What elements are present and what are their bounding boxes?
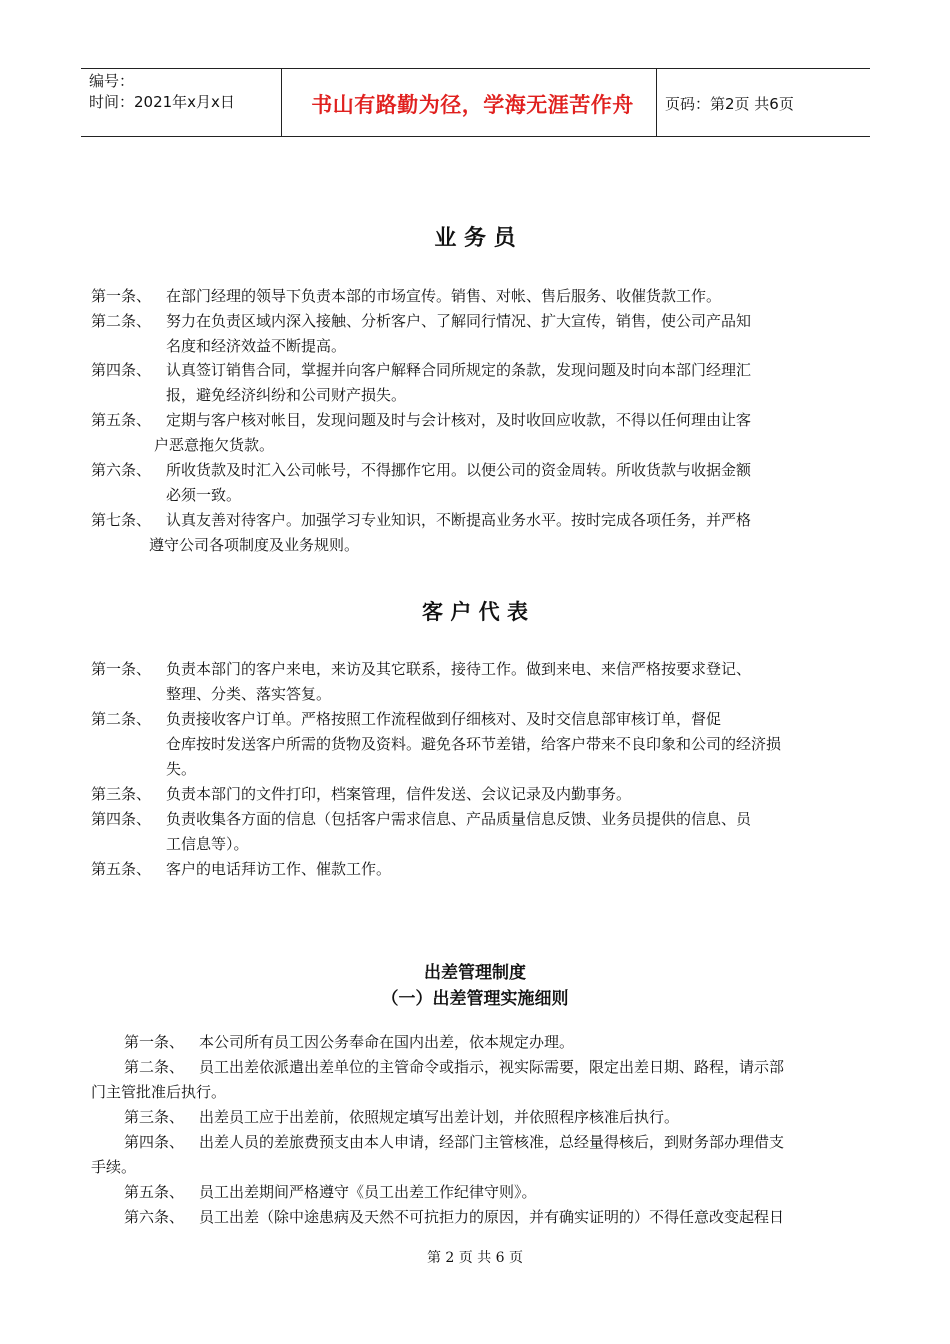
- article-continuation: 整理、分类、落实答复。: [166, 685, 332, 703]
- time-label: 时间：2021年x月x日: [89, 93, 235, 111]
- article: [91, 309, 831, 359]
- article-text: 客户的电话拜访工作、催款工作。: [166, 860, 392, 878]
- section-subtitle-travel-rules: （一）出差管理实施细则: [381, 989, 569, 1009]
- article-label: 第五条、: [124, 1183, 185, 1201]
- article-text: 员工出差（除中途患病及天然不可抗拒力的原因，并有确实证明的）不得任意改变起程日: [199, 1208, 785, 1226]
- article: [91, 707, 831, 782]
- number-label: 编号：: [89, 72, 135, 90]
- article-label: 第一条、: [91, 287, 152, 305]
- article-label: 第二条、: [91, 710, 152, 728]
- article-label: 第五条、: [91, 860, 152, 878]
- article-label: 第三条、: [124, 1108, 185, 1126]
- article-text: 负责本部门的文件打印，档案管理，信件发送、会议记录及内勤事务。: [166, 785, 632, 803]
- article-continuation: 名度和经济效益不断提高。: [166, 337, 347, 355]
- article: [91, 358, 831, 408]
- article-label: 第五条、: [91, 411, 152, 429]
- article-text: 负责接收客户订单。严格按照工作流程做到仔细核对、及时交信息部审核订单，督促: [166, 710, 722, 728]
- article-text: 所收货款及时汇入公司帐号，不得挪作它用。以便公司的资金周转。所收货款与收据金额: [166, 461, 752, 479]
- article-text: 出差员工应于出差前，依照规定填写出差计划，并依照程序核准后执行。: [199, 1108, 680, 1126]
- article-label: 第六条、: [124, 1208, 185, 1226]
- section-title-travel-policy: 出差管理制度: [424, 963, 526, 983]
- article-label: 第六条、: [91, 461, 152, 479]
- article: [91, 508, 831, 558]
- article-text: 员工出差依派遣出差单位的主管命令或指示，视实际需要，限定出差日期、路程，请示部: [199, 1058, 785, 1076]
- article-continuation: 失。: [166, 760, 197, 778]
- article-text: 出差人员的差旅费预支由本人申请，经部门主管核准，总经量得核后，到财务部办理借支: [199, 1133, 785, 1151]
- article: [91, 857, 831, 882]
- article-text: 定期与客户核对帐目，发现问题及时与会计核对，及时收回应收款，不得以任何理由让客: [166, 411, 752, 429]
- article-label: 第四条、: [91, 361, 152, 379]
- article: [91, 782, 831, 807]
- article-label: 第四条、: [124, 1133, 185, 1151]
- header-motto: 书山有路勤为径，学海无涯苦作舟: [311, 93, 634, 117]
- article-label: 第四条、: [91, 810, 152, 828]
- article-continuation: 户恶意拖欠货款。: [154, 436, 275, 454]
- article: [91, 807, 831, 857]
- header-divider: [281, 69, 282, 136]
- section-title-customer-representative: 客 户 代 表: [422, 600, 528, 624]
- article-text: 认真友善对待客户。加强学习专业知识，不断提高业务水平。按时完成各项任务，并严格: [166, 511, 752, 529]
- article: [91, 458, 831, 508]
- article-continuation: 仓库按时发送客户所需的货物及资料。避免各环节差错，给客户带来不良印象和公司的经济损: [166, 735, 782, 753]
- article-label: 第二条、: [124, 1058, 185, 1076]
- article-continuation: 必须一致。: [166, 486, 242, 504]
- article-label: 第一条、: [91, 660, 152, 678]
- article-label: 第七条、: [91, 511, 152, 529]
- article-continuation: 工信息等）。: [166, 835, 249, 853]
- article: [91, 284, 831, 309]
- article: [91, 1205, 861, 1230]
- article: [91, 1105, 861, 1130]
- article-continuation: 门主管批准后执行。: [91, 1083, 227, 1101]
- article: [91, 1030, 861, 1055]
- article-text: 认真签订销售合同，掌握并向客户解释合同所规定的条款，发现问题及时向本部门经理汇: [166, 361, 752, 379]
- article-continuation: 遵守公司各项制度及业务规则。: [149, 536, 360, 554]
- article-text: 在部门经理的领导下负责本部的市场宣传。销售、对帐、售后服务、收催货款工作。: [166, 287, 722, 305]
- article-text: 负责本部门的客户来电，来访及其它联系，接待工作。做到来电、来信严格按要求登记、: [166, 660, 752, 678]
- article: [91, 657, 831, 707]
- article-continuation: 报，避免经济纠纷和公司财产损失。: [166, 386, 407, 404]
- section-title-salesperson: 业 务 员: [434, 226, 516, 251]
- article-text: 负责收集各方面的信息（包括客户需求信息、产品质量信息反馈、业务员提供的信息、员: [166, 810, 752, 828]
- article-label: 第一条、: [124, 1033, 185, 1051]
- document-header: [81, 68, 870, 137]
- article: [91, 1180, 861, 1205]
- article-label: 第三条、: [91, 785, 152, 803]
- article-continuation: 手续。: [91, 1158, 137, 1176]
- article: [91, 1130, 861, 1180]
- header-meta: [89, 71, 235, 113]
- article-text: 努力在负责区域内深入接触、分析客户、了解同行情况、扩大宣传，销售，使公司产品知: [166, 312, 752, 330]
- article: [91, 1055, 861, 1105]
- page-number-label: 页码：第2页 共6页: [665, 95, 794, 113]
- article-text: 员工出差期间严格遵守《员工出差工作纪律守则》。: [199, 1183, 537, 1201]
- article: [91, 408, 831, 458]
- article-label: 第二条、: [91, 312, 152, 330]
- page-footer: 第 2 页 共 6 页: [426, 1250, 524, 1266]
- article-text: 本公司所有员工因公务奉命在国内出差，依本规定办理。: [199, 1033, 575, 1051]
